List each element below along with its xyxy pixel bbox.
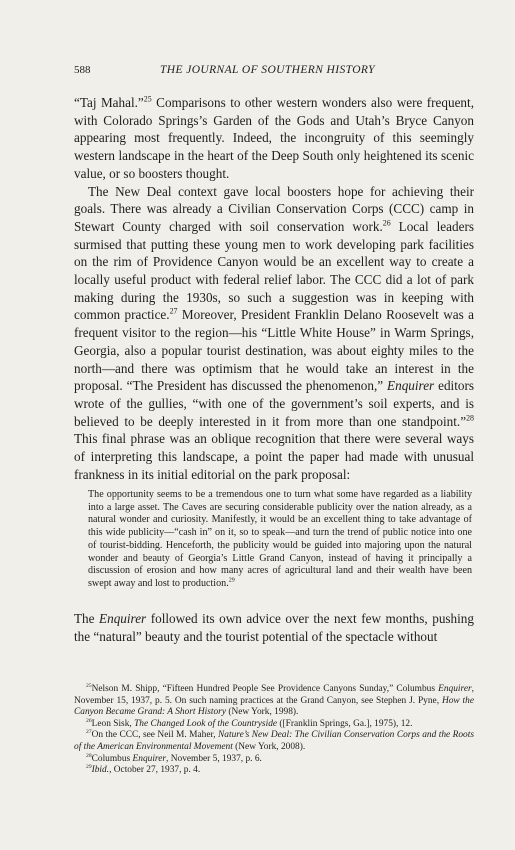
text-run: Nelson M. Shipp, “Fifteen Hundred People See Providence Canyons Sunday,” Columbus bbox=[91, 684, 439, 694]
footnote bbox=[74, 754, 474, 766]
block-quote bbox=[88, 489, 472, 591]
note-ref: 29 bbox=[228, 577, 235, 584]
text-run: The bbox=[74, 611, 100, 626]
text-run: editors wrote of the gullies, “with one of the government’s soil experts, and is believed to be deeply interested in it from more than one standpoint.” bbox=[74, 378, 474, 429]
running-head: THE JOURNAL OF SOUTHERN HISTORY bbox=[160, 64, 375, 76]
footnote bbox=[74, 765, 474, 777]
note-ref: 29 bbox=[86, 764, 92, 771]
italic-text: The Changed Look of the Countryside bbox=[134, 718, 278, 729]
text-run: The opportunity seems to be a tremendous one to turn what some have regarded as a liability into a large asset. The Caves are securing considerable publicity over the nation already, as a natural wonder and curiosity. Manifestly, it would be an excellent thing to take advantage of this wide publicity—“cash in” on it, so to speak—and turn the trend of public notice into one of tourist-bidding. Henceforth, the publicity would be guided into majoring upon the natural wonder and beauty of Georgia’s Little Grand Canyon, instead of having it principally a discussion of erosion and how many acres of agricultural land and their wealth have been swept away and lost to production. bbox=[88, 489, 472, 589]
text-run: Comparisons to other western wonders also were frequent, with Colorado Springs’s Garden of the Gods and Utah’s Bryce Canyon appearing most frequently. Indeed, the incongruity of this seemingly western landscape in the heart of the Deep South only heightened its scenic value, or so boosters thought. bbox=[74, 95, 474, 181]
body-text bbox=[74, 94, 474, 483]
footnote bbox=[74, 684, 474, 719]
text-run: followed its own advice over the next few months, pushing the “natural” beauty and the tourist potential of the spectacle without bbox=[74, 611, 474, 644]
italic-text: How the Canyon Became Grand: A Short History bbox=[74, 695, 475, 718]
text-run: , November 5, 1937, p. 6. bbox=[166, 753, 262, 764]
text-run: Leon Sisk, bbox=[91, 718, 135, 729]
note-ref: 26 bbox=[86, 717, 92, 724]
text-run: , October 27, 1937, p. 4. bbox=[109, 765, 201, 776]
text-run: Local leaders surmised that putting these young men to work developing park facilities on the rim of Providence Canyon would be an excellent way to create a locally useful product with federal relief labor. The CCC did a lot of park making during the 1930s, so such a suggestion was in keeping with common practice. bbox=[74, 218, 474, 323]
paragraph bbox=[74, 94, 474, 183]
text-run: ([Franklin Springs, Ga.], 1975), 12. bbox=[277, 718, 413, 729]
text-run: (New York, 2008). bbox=[232, 741, 306, 752]
paragraph bbox=[74, 183, 474, 484]
text-run: (New York, 1998). bbox=[225, 707, 299, 718]
note-ref: 28 bbox=[466, 413, 474, 423]
note-ref: 27 bbox=[86, 729, 92, 736]
text-run: The New Deal context gave local boosters hope for achieving their goals. There was already a Civilian Conservation Corps (CCC) camp in Stewart County charged with soil conservation work. bbox=[74, 183, 474, 234]
text-run: Columbus bbox=[91, 753, 133, 764]
note-ref: 25 bbox=[143, 94, 152, 104]
block-quote-text bbox=[88, 489, 472, 591]
note-ref: 26 bbox=[382, 218, 391, 228]
italic-text: Enquirer bbox=[99, 611, 147, 626]
text-run: , November 15, 1937, p. 5. On such naming practices at the Grand Canyon, see Stephen J. Pyne, bbox=[74, 684, 474, 706]
italic-text: Enquirer bbox=[132, 753, 167, 764]
page-header bbox=[74, 64, 474, 80]
note-ref: 25 bbox=[86, 682, 92, 689]
footnote bbox=[74, 719, 474, 731]
paragraph bbox=[74, 610, 474, 645]
italic-text: Enquirer bbox=[387, 378, 435, 394]
italic-text: Nature’s New Deal: The Civilian Conservation Corps and the Roots of the American Environmental Movement bbox=[74, 730, 474, 752]
page-number: 588 bbox=[74, 64, 91, 76]
italic-text: Ibid. bbox=[91, 765, 110, 776]
text-run: “Taj Mahal.” bbox=[74, 95, 144, 110]
body-text-continued bbox=[74, 610, 474, 645]
text-run: On the CCC, see Neil M. Maher, bbox=[91, 730, 219, 741]
footnote bbox=[74, 730, 474, 753]
note-ref: 28 bbox=[86, 752, 92, 759]
italic-text: Enquirer bbox=[438, 684, 472, 694]
text-run: Moreover, President Franklin Delano Roosevelt was a frequent visitor to the region—his “Little White House” in Warm Springs, Georgia, also a popular tourist destination, was about eighty miles to the north—and there was optimism that he would take an interest in the proposal. “The President has discussed the phenomenon,” bbox=[74, 307, 474, 394]
footnotes bbox=[74, 684, 474, 777]
note-ref: 27 bbox=[169, 307, 178, 317]
text-run: This final phrase was an oblique recognition that there were several ways of interpreting this landscape, a point the paper had made with unusual frankness in its initial editorial on the park proposal: bbox=[74, 431, 474, 482]
